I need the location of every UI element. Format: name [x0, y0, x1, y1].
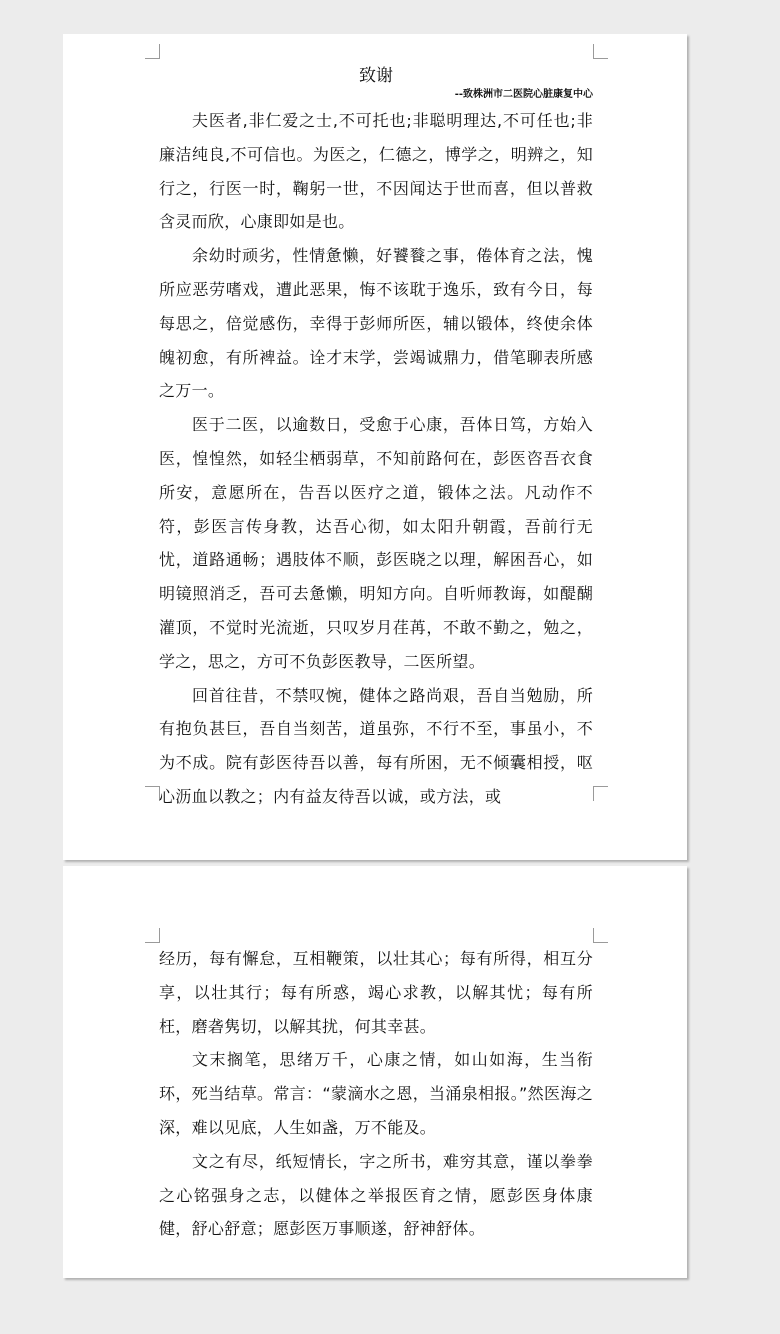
crop-mark-top-right — [593, 44, 608, 59]
page-1-content — [159, 64, 593, 814]
paragraph-4: 回首往昔，不禁叹惋，健体之路尚艰，吾自当勉励，所有抱负甚巨，吾自当刻苦，道虽弥，不行不至，事虽小，不为不成。院有彭医待吾以善，每有所困，无不倾囊相授，呕心沥血以教之；内有益友待吾以诚，或方法，或 — [159, 685, 593, 806]
document-page-2 — [63, 866, 687, 1278]
crop-mark-bottom-right — [593, 786, 608, 801]
crop-mark-top-left — [145, 928, 160, 943]
paragraph-1: 夫医者,非仁爱之士,不可托也;非聪明理达,不可任也;非廉洁纯良,不可信也。为医之，仁德之，博学之，明辨之，知行之，行医一时，鞠躬一世，不因闻达于世而喜，但以普救含灵而欣，心康即如是也。 — [159, 111, 593, 232]
crop-mark-bottom-left — [145, 786, 160, 801]
paragraph-3: 医于二医，以逾数日，受愈于心康，吾体日笃，方始入医，惶惶然，如轻尘栖弱草，不知前路何在，彭医咨吾衣食所安，意愿所在，告吾以医疗之道，锻体之法。凡动作不符，彭医言传身教，达吾心彻，如太阳升朝霞，吾前行无忧，道路通畅；遇肢体不顺，彭医晓之以理，解困吾心，如明镜照消乏，吾可去惫懒，明知方向。自听师教诲，如醍醐灌顶，不觉时光流逝，只叹岁月荏苒，不敢不勤之，勉之，学之，思之，方可不负彭医教导，二医所望。 — [159, 415, 593, 671]
paragraph-5: 文末搁笔，思绪万千，心康之情，如山如海，生当衔环，死当结草。常言：“蒙滴水之恩，当涌泉相报。”然医海之深，难以见底，人生如盏，万不能及。 — [159, 1050, 593, 1137]
document-page-1 — [63, 34, 687, 860]
paragraph-4-continued: 经历，每有懈怠，互相鞭策，以壮其心；每有所得，相互分享，以壮其行；每有所惑，竭心求教，以解其忧；每有所枉，磨砻隽切，以解其扰，何其幸甚。 — [159, 949, 593, 1036]
crop-mark-top-left — [145, 44, 160, 59]
paragraph-2: 余幼时顽劣，性情惫懒，好饕餮之事，倦体育之法，愧所应恶劳嗜戏，遭此恶果，悔不该耽于逸乐，致有今日，每每思之，倍觉感伤，幸得于彭师所医，辅以锻体，终使余体魄初愈，有所裨益。诠才末学，尝竭诚鼎力，借笔聊表所感之万一。 — [159, 246, 593, 401]
crop-mark-top-right — [593, 928, 608, 943]
page-2-content — [159, 942, 593, 1246]
paragraph-6: 文之有尽，纸短情长，字之所书，难穷其意，谨以拳拳之心铭强身之志，以健体之举报医育之情，愿彭医身体康健，舒心舒意；愿彭医万事顺遂，舒神舒体。 — [159, 1151, 593, 1239]
document-title: 致谢 — [359, 66, 393, 86]
document-subtitle: --致株洲市二医院心脏康复中心 — [454, 89, 593, 100]
